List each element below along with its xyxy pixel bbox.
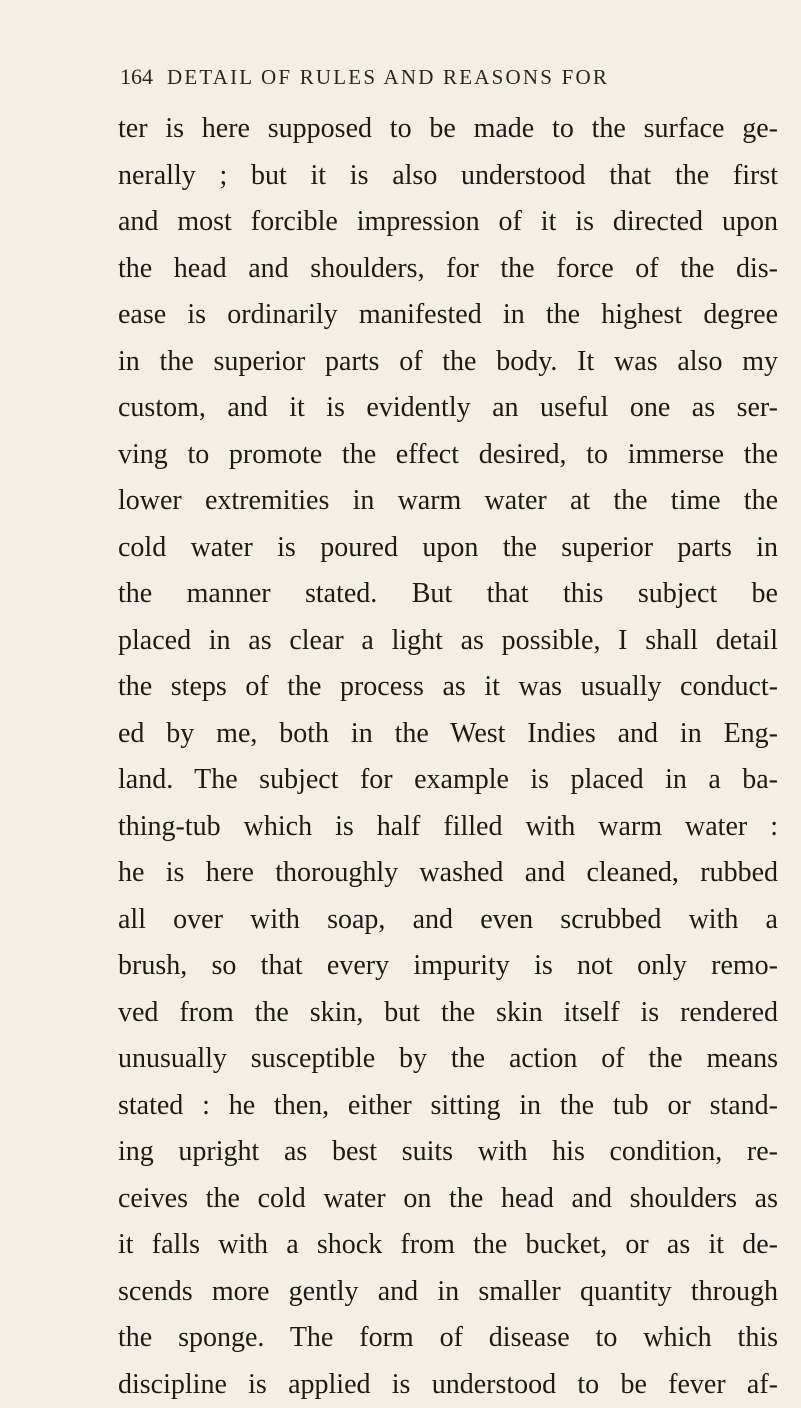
text-line: it falls with a shock from the bucket, or as it de-: [118, 1222, 778, 1269]
body-text: [118, 106, 778, 1408]
text-line: the manner stated. But that this subject be: [118, 571, 778, 618]
text-line: placed in as clear a light as possible, I shall detail: [118, 618, 778, 665]
text-line: ving to promote the effect desired, to immerse the: [118, 432, 778, 479]
text-line: in the superior parts of the body. It was also my: [118, 339, 778, 386]
text-line: cold water is poured upon the superior parts in: [118, 525, 778, 572]
text-line: discipline is applied is understood to be fever af-: [118, 1362, 778, 1408]
text-line: ing upright as best suits with his condition, re-: [118, 1129, 778, 1176]
text-line: scends more gently and in smaller quantity through: [118, 1269, 778, 1316]
text-line: the head and shoulders, for the force of the dis-: [118, 246, 778, 293]
text-line: land. The subject for example is placed in a ba-: [118, 757, 778, 804]
text-line: stated : he then, either sitting in the tub or stand-: [118, 1083, 778, 1130]
text-line: brush, so that every impurity is not only remo-: [118, 943, 778, 990]
text-line: he is here thoroughly washed and cleaned, rubbed: [118, 850, 778, 897]
page-number: 164: [120, 64, 153, 89]
text-line: thing-tub which is half filled with warm water :: [118, 804, 778, 851]
text-line: unusually susceptible by the action of the means: [118, 1036, 778, 1083]
text-line: all over with soap, and even scrubbed with a: [118, 897, 778, 944]
text-line: nerally ; but it is also understood that the first: [118, 153, 778, 200]
text-line: the sponge. The form of disease to which this: [118, 1315, 778, 1362]
text-line: ceives the cold water on the head and shoulders as: [118, 1176, 778, 1223]
running-head-title: DETAIL OF RULES AND REASONS FOR: [167, 65, 609, 89]
text-line: ved from the skin, but the skin itself is rendered: [118, 990, 778, 1037]
text-line: ed by me, both in the West Indies and in Eng-: [118, 711, 778, 758]
text-line: lower extremities in warm water at the time the: [118, 478, 778, 525]
running-head: [120, 64, 780, 90]
text-line: ease is ordinarily manifested in the highest degree: [118, 292, 778, 339]
text-line: and most forcible impression of it is directed upon: [118, 199, 778, 246]
text-line: the steps of the process as it was usually conduct-: [118, 664, 778, 711]
text-line: custom, and it is evidently an useful one as ser-: [118, 385, 778, 432]
text-line: ter is here supposed to be made to the surface ge-: [118, 106, 778, 153]
